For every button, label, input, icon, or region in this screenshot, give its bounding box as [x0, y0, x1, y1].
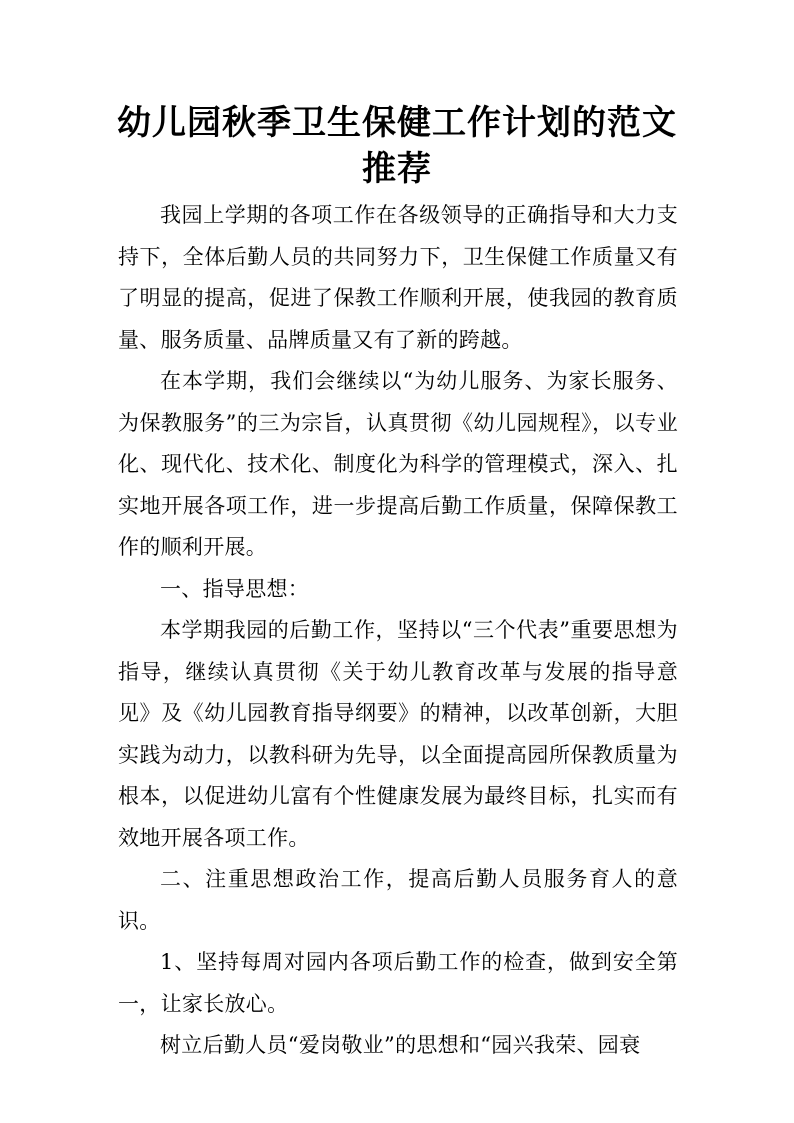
paragraph-intro: 我园上学期的各项工作在各级领导的正确指导和大力支持下，全体后勤人员的共同努力下，卫生保健工作质量又有了明显的提高，促进了保教工作顺利开展，使我园的教育质量、服务质量、品牌质量又有了新的跨越。	[118, 203, 678, 352]
paragraph-weekly-inspection: 1、坚持每周对园内各项后勤工作的检查，做到安全第一，让家长放心。	[118, 950, 678, 1016]
section-heading-political-work: 二、注重思想政治工作，提高后勤人员服务育人的意识。	[118, 867, 678, 933]
document-title: 幼儿园秋季卫生保健工作计划的范文推荐	[117, 103, 677, 189]
paragraph-guiding-ideology: 本学期我园的后勤工作，坚持以“三个代表”重要思想为指导，继续认真贯彻《关于幼儿教育改革与发展的指导意见》及《幼儿园教育指导纲要》的精神，以改革创新，大胆实践为动力，以教科研为先导，以全面提高园所保教质量为根本，以促进幼儿富有个性健康发展为最终目标，扎实而有效地开展各项工作。	[118, 618, 678, 850]
document-body	[118, 195, 678, 1067]
paragraph-semester-goals: 在本学期，我们会继续以“为幼儿服务、为家长服务、为保教服务”的三为宗旨，认真贯彻《幼儿园规程》，以专业化、现代化、技术化、制度化为科学的管理模式，深入、扎实地开展各项工作，进一步提高后勤工作质量，保障保教工作的顺利开展。	[118, 369, 678, 559]
paragraph-staff-attitude: 树立后勤人员“爱岗敬业”的思想和“园兴我荣、园衰	[160, 1033, 641, 1057]
section-heading-guiding-ideology: 一、指导思想：	[160, 576, 310, 601]
